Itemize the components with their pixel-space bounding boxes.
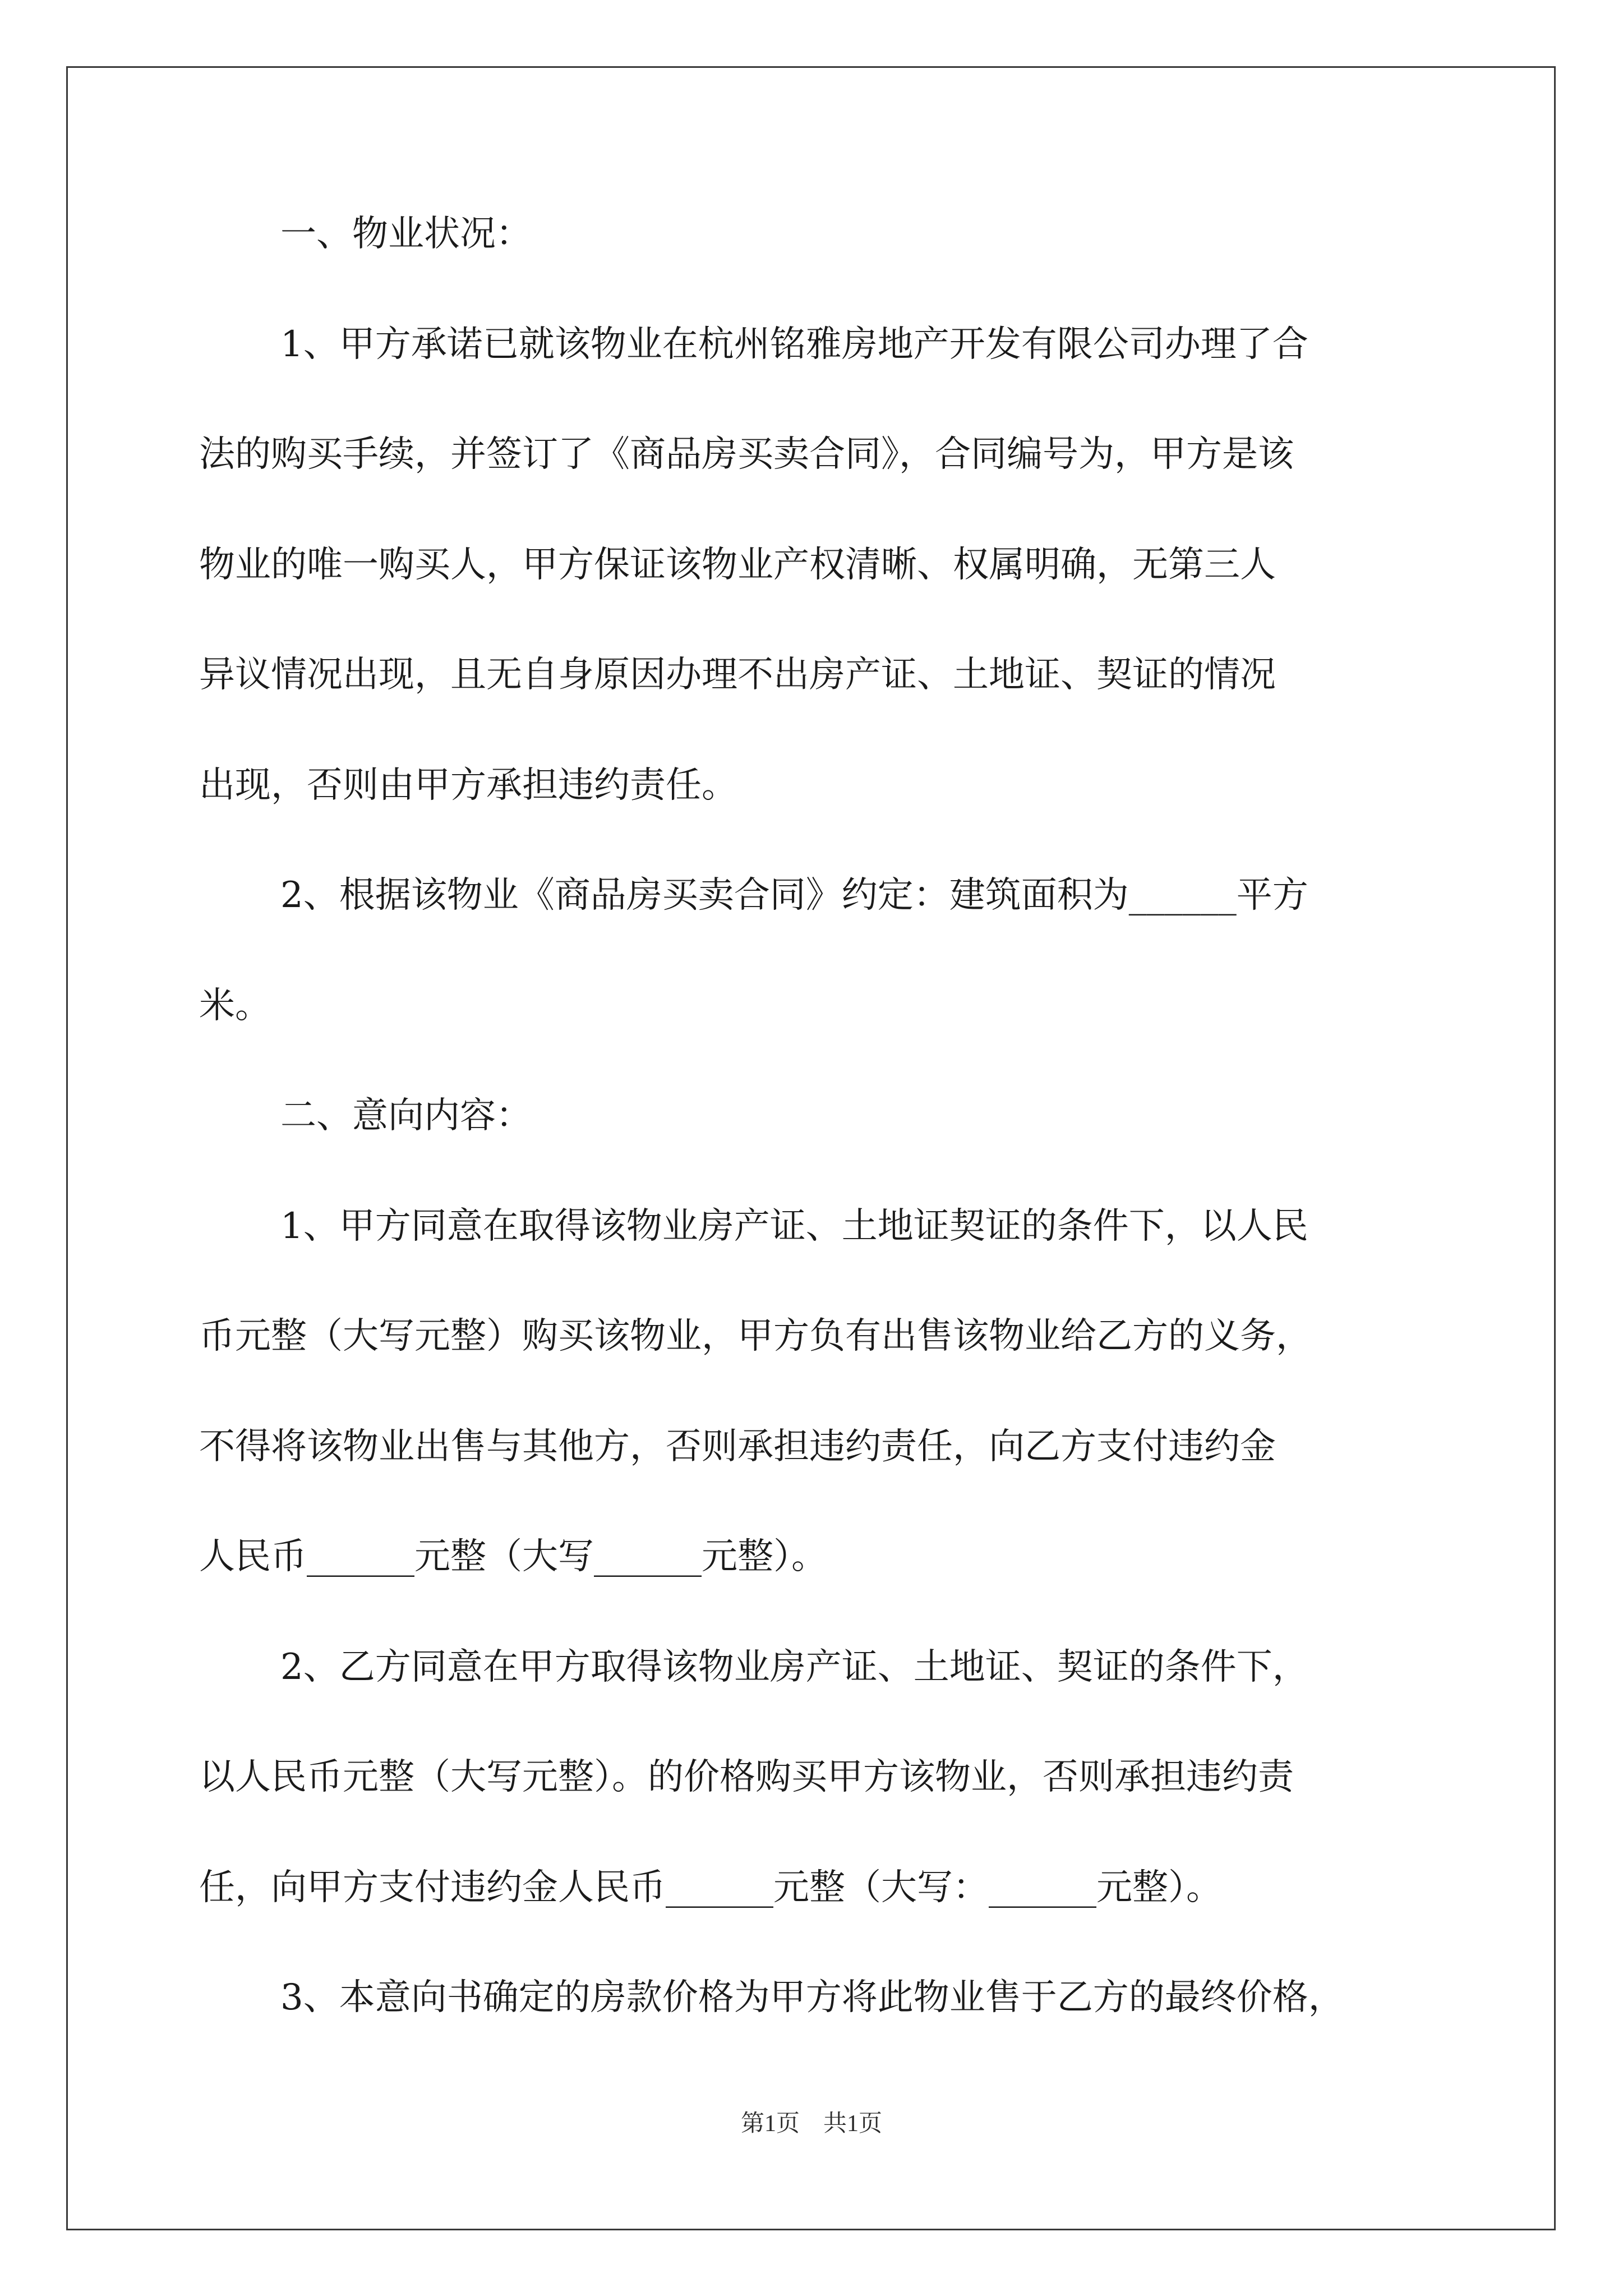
paragraph-line: 以人民币元整（大写元整）。的价格购买甲方该物业，否则承担违约责 [199,1756,1294,1798]
paragraph-line: 1、甲方承诺已就该物业在杭州铭雅房地产开发有限公司办理了合 [280,323,1308,365]
page-number-footer: 第1页 共1页 [740,2111,882,2137]
section-heading: 二、意向内容： [280,1095,532,1137]
paragraph-line: 不得将该物业出售与其他方，否则承担违约责任，向乙方支付违约金 [199,1425,1276,1467]
paragraph-line: 2、根据该物业《商品房买卖合同》约定：建筑面积为______平方 [280,875,1308,916]
paragraph-line: 任，向甲方支付违约金人民币______元整（大写：______元整）。 [199,1866,1222,1908]
paragraph-line: 2、乙方同意在甲方取得该物业房产证、土地证、契证的条件下， [280,1646,1308,1688]
document-body [199,213,1430,2090]
paragraph-line: 3、本意向书确定的房款价格为甲方将此物业售于乙方的最终价格， [280,1977,1344,2018]
paragraph-line: 1、甲方同意在取得该物业房产证、土地证契证的条件下，以人民 [280,1205,1308,1247]
paragraph-line: 米。 [199,984,271,1027]
section-heading: 一、物业状况： [280,213,532,255]
paragraph-line: 币元整（大写元整）购买该物业，甲方负有出售该物业给乙方的义务， [199,1315,1312,1357]
paragraph-line: 法的购买手续，并签订了《商品房买卖合同》，合同编号为，甲方是该 [199,434,1294,475]
paragraph-line: 物业的唯一购买人，甲方保证该物业产权清晰、权属明确，无第三人 [199,544,1276,586]
paragraph-line: 出现，否则由甲方承担违约责任。 [199,764,737,806]
paragraph-line: 人民币______元整（大写______元整）。 [199,1536,827,1577]
paragraph-line: 异议情况出现，且无自身原因办理不出房产证、土地证、契证的情况 [199,654,1276,696]
